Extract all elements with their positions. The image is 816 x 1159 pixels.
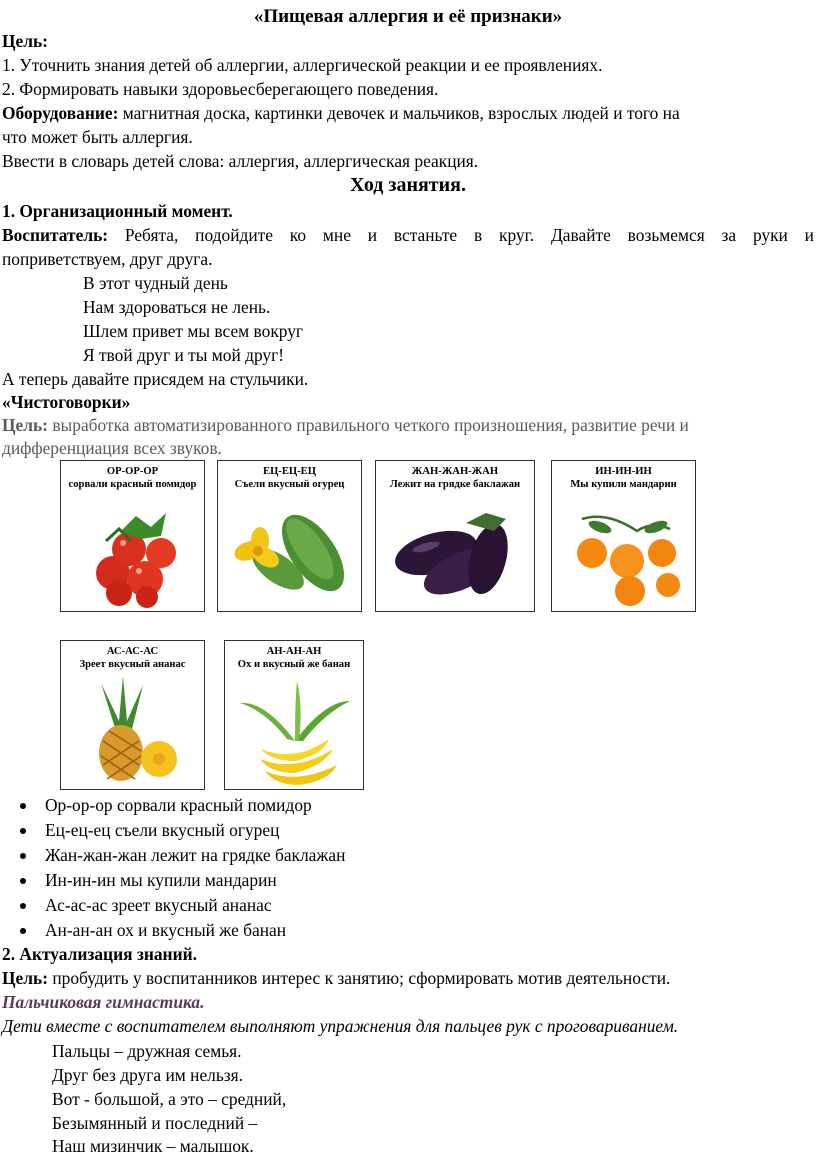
- card-tomato: [60, 460, 205, 612]
- vocabulary-line: Ввести в словарь детей слова: аллергия, аллергическая реакция.: [2, 151, 479, 171]
- teacher-text-cont: поприветствуем, друг друга.: [2, 249, 213, 269]
- section2-goal-text: пробудить у воспитанников интерес к занятию; сформировать мотив деятельности.: [48, 968, 671, 988]
- tongue-goal-label: Цель:: [2, 415, 48, 435]
- teacher-line: [2, 223, 814, 248]
- greeting-poem-line-3: Шлем привет мы всем вокруг: [83, 321, 304, 341]
- finger-gym-heading: Пальчиковая гимнастика.: [2, 992, 205, 1012]
- goal-label: Цель:: [2, 31, 48, 51]
- section2-goal-label: Цель:: [2, 968, 48, 988]
- banana-icon: [225, 641, 365, 791]
- eggplant-icon: [376, 461, 536, 613]
- bullet-dot: [20, 828, 26, 834]
- bullet-dot: [20, 878, 26, 884]
- lesson-heading: Ход занятия.: [350, 174, 466, 196]
- pineapple-icon: [61, 641, 206, 791]
- finger-poem-line-4: Безымянный и последний –: [52, 1113, 258, 1133]
- card-caption: ЖАН-ЖАН-ЖАН Лежит на грядке баклажан: [389, 466, 521, 490]
- card-tangerine: [551, 460, 696, 612]
- bullet-dot: [20, 928, 26, 934]
- card-pineapple: [60, 640, 205, 790]
- goal-item-1: 1. Уточнить знания детей об аллергии, аллергической реакции и ее проявлениях.: [2, 55, 603, 75]
- teacher-text: Ребята, подойдите ко мне и встаньте в круг. Давайте возьмемся за руки и: [108, 225, 814, 245]
- card-caption: ЕЦ-ЕЦ-ЕЦ Съели вкусный огурец: [234, 466, 345, 490]
- tongue-goal-line: [2, 413, 814, 438]
- card-eggplant: [375, 460, 535, 612]
- card-banana: [224, 640, 364, 790]
- section2-heading: 2. Актуализация знаний.: [2, 944, 197, 964]
- page-title: «Пищевая аллергия и её признаки»: [253, 6, 563, 27]
- cucumber-icon: [218, 461, 363, 613]
- section1-heading: 1. Организационный момент.: [2, 201, 233, 221]
- document-page: «Пищевая аллергия и её признаки» Цель: 1. Уточнить знания детей об аллергии, аллергической реакции и ее проявлениях. 2. Формировать навыки здоровьесберегающего поведения. Оборудование: магнитная доска, картинки девочек и мальчиков, взрослых людей и того на что может быть аллергия. Ввести в словарь детей слова: аллергия, аллергическая реакция. Ход занятия. 1. Организационный момент. Воспитатель: Ребята, подойдите ко мне и встаньте в круг. Давайте возьмемся за руки и поприветствуем, друг друга. В этот чудный день Нам здороваться не лень. Шлем привет мы всем вокруг Я твой друг и ты мой друг! А теперь давайте присядем на стульчики. «Чистоговорки» Цель: выработка автоматизированного правильного четкого произношения, развитие речи и дифференциация всех звуков. ОР-ОР-ОР сорвали красный помидор ЕЦ-ЕЦ-ЕЦ Съели вкусный огурец ЖАН-ЖАН-ЖАН Лежит на грядке баклажан ИН-ИН-ИН Мы купили мандарин АС-АС-АС Зреет вкусный ананас АН-АН-АН Ох и вкусный же банан Ор-ор-ор сорвали красный помидор Ец-ец-ец съели вкусный огурец Жан-жан-жан лежит на грядке баклажан Ин-ин-ин мы купили мандарин Ас-ас-ас зреет вкусный ананас Ан-ан-ан ох и вкусный же банан 2. Актуализация знаний. Цель: пробудить у воспитанников интерес к занятию; сформировать мотив деятельности. Пальчиковая гимнастика. Дети вместе с воспитателем выполняют упражнения для пальцев рук с проговариванием. Пальцы – дружная семья. Друг без друга им нельзя. Вот - большой, а это – средний, Безымянный и последний – Наш мизинчик – малышок.: [0, 0, 816, 1158]
- card-caption: АС-АС-АС Зреет вкусный ананас: [79, 646, 186, 670]
- equipment-text: магнитная доска, картинки девочек и мальчиков, взрослых людей и того на: [118, 103, 680, 123]
- tongue-twisters-heading: «Чистоговорки»: [2, 392, 131, 412]
- card-caption: АН-АН-АН Ох и вкусный же банан: [237, 646, 351, 670]
- finger-poem-line-1: Пальцы – дружная семья.: [52, 1041, 242, 1061]
- tongue-goal-text: выработка автоматизированного правильного четкого произношения, развитие речи и: [48, 415, 689, 435]
- section2-goal-line: [2, 966, 814, 991]
- bullet-dot: [20, 853, 26, 859]
- finger-gym-description: Дети вместе с воспитателем выполняют упражнения для пальцев рук с проговариванием.: [2, 1016, 679, 1036]
- tongue-goal-text-cont: дифференциация всех звуков.: [2, 438, 222, 458]
- equipment-label: Оборудование:: [2, 103, 119, 123]
- card-caption: ИН-ИН-ИН Мы купили мандарин: [570, 466, 677, 490]
- finger-poem-line-5: Наш мизинчик – малышок.: [52, 1136, 254, 1156]
- goal-item-2: 2. Формировать навыки здоровьесберегающего поведения.: [2, 79, 439, 99]
- tomato-icon: [61, 461, 206, 613]
- card-cucumber: [217, 460, 362, 612]
- greeting-poem-line-2: Нам здороваться не лень.: [83, 297, 271, 317]
- equipment-text-cont: что может быть аллергия.: [2, 127, 193, 147]
- equipment-line: [2, 101, 814, 126]
- bullet-dot: [20, 903, 26, 909]
- greeting-poem-line-1: В этот чудный день: [83, 273, 228, 293]
- bullet-dot: [20, 803, 26, 809]
- card-caption: ОР-ОР-ОР сорвали красный помидор: [68, 466, 197, 490]
- finger-poem-line-3: Вот - большой, а это – средний,: [52, 1089, 287, 1109]
- tangerine-icon: [552, 461, 697, 613]
- teacher-label: Воспитатель:: [2, 225, 109, 245]
- finger-poem-line-2: Друг без друга им нельзя.: [52, 1065, 243, 1085]
- greeting-poem-line-4: Я твой друг и ты мой друг!: [83, 345, 285, 365]
- sit-down-line: А теперь давайте присядем на стульчики.: [2, 369, 309, 389]
